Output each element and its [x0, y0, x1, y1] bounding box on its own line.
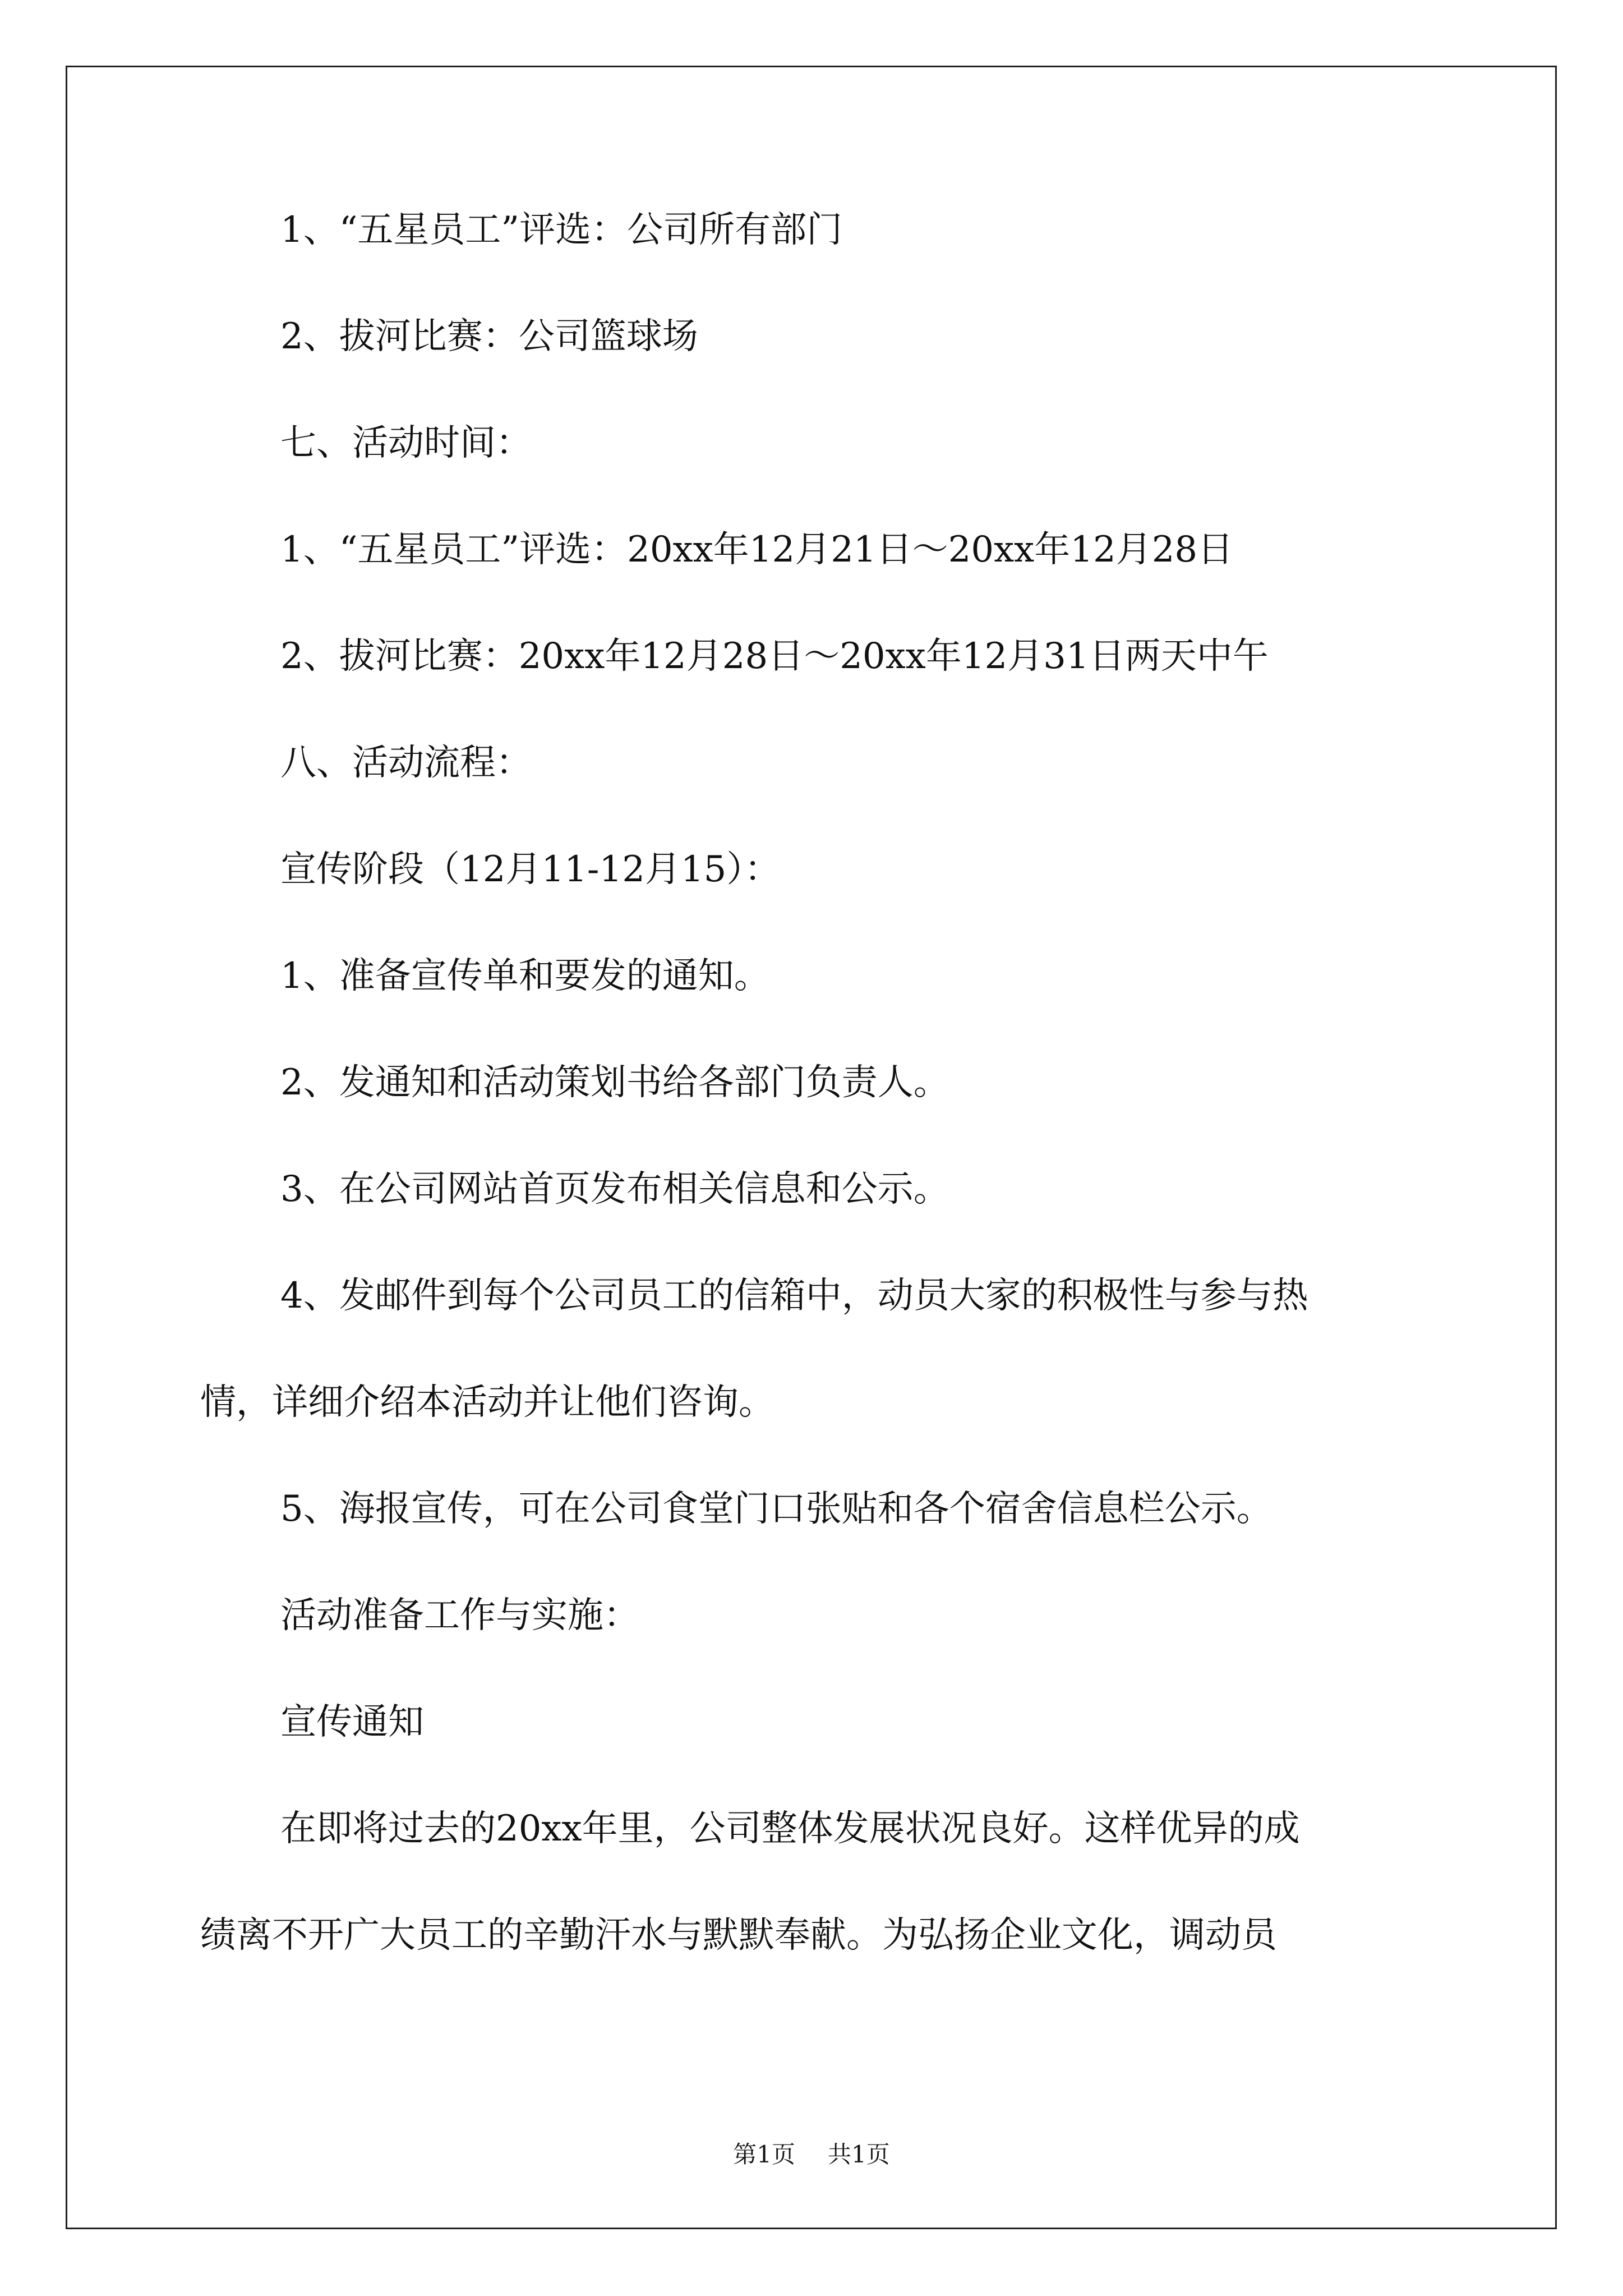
- paragraph-venue-star-employee: 1、“五星员工”评选：公司所有部门: [280, 209, 843, 251]
- paragraph-step-3: 3、在公司网站首页发布相关信息和公示。: [280, 1168, 949, 1210]
- paragraph-step-4: [200, 1275, 1434, 1423]
- page-footer: [0, 2143, 1623, 2166]
- paragraph-time-star-employee: 1、“五星员工”评选：20xx年12月21日～20xx年12月28日: [280, 529, 1234, 570]
- paragraph-notice-line-2: 绩离不开广大员工的辛勤汗水与默默奉献。为弘扬企业文化，调动员: [200, 1915, 1277, 1956]
- document-body: [200, 209, 1434, 2024]
- paragraph-step-4-line-2: 情，详细介绍本活动并让他们咨询。: [200, 1382, 774, 1423]
- heading-publicity-stage: 宣传阶段（12月11-12月15）：: [280, 849, 781, 890]
- heading-activity-time: 七、活动时间：: [280, 422, 532, 464]
- heading-preparation: 活动准备工作与实施：: [280, 1595, 639, 1636]
- page-number: 第1页: [733, 2141, 795, 2168]
- heading-publicity-notice: 宣传通知: [280, 1701, 424, 1743]
- paragraph-step-4-line-1: 4、发邮件到每个公司员工的信箱中，动员大家的积极性与参与热: [280, 1275, 1308, 1317]
- paragraph-notice-line-1: 在即将过去的20xx年里，公司整体发展状况良好。这样优异的成: [280, 1808, 1300, 1849]
- paragraph-venue-tug-of-war: 2、拔河比赛：公司篮球场: [280, 316, 698, 357]
- page-total: 共1页: [828, 2141, 890, 2168]
- heading-activity-process: 八、活动流程：: [280, 742, 532, 784]
- paragraph-time-tug-of-war: 2、拔河比赛：20xx年12月28日～20xx年12月31日两天中午: [280, 636, 1269, 677]
- paragraph-step-5: 5、海报宣传，可在公司食堂门口张贴和各个宿舍信息栏公示。: [280, 1488, 1272, 1530]
- paragraph-notice-body: [200, 1808, 1434, 1956]
- paragraph-step-1: 1、准备宣传单和要发的通知。: [280, 955, 770, 997]
- paragraph-step-2: 2、发通知和活动策划书给各部门负责人。: [280, 1062, 949, 1103]
